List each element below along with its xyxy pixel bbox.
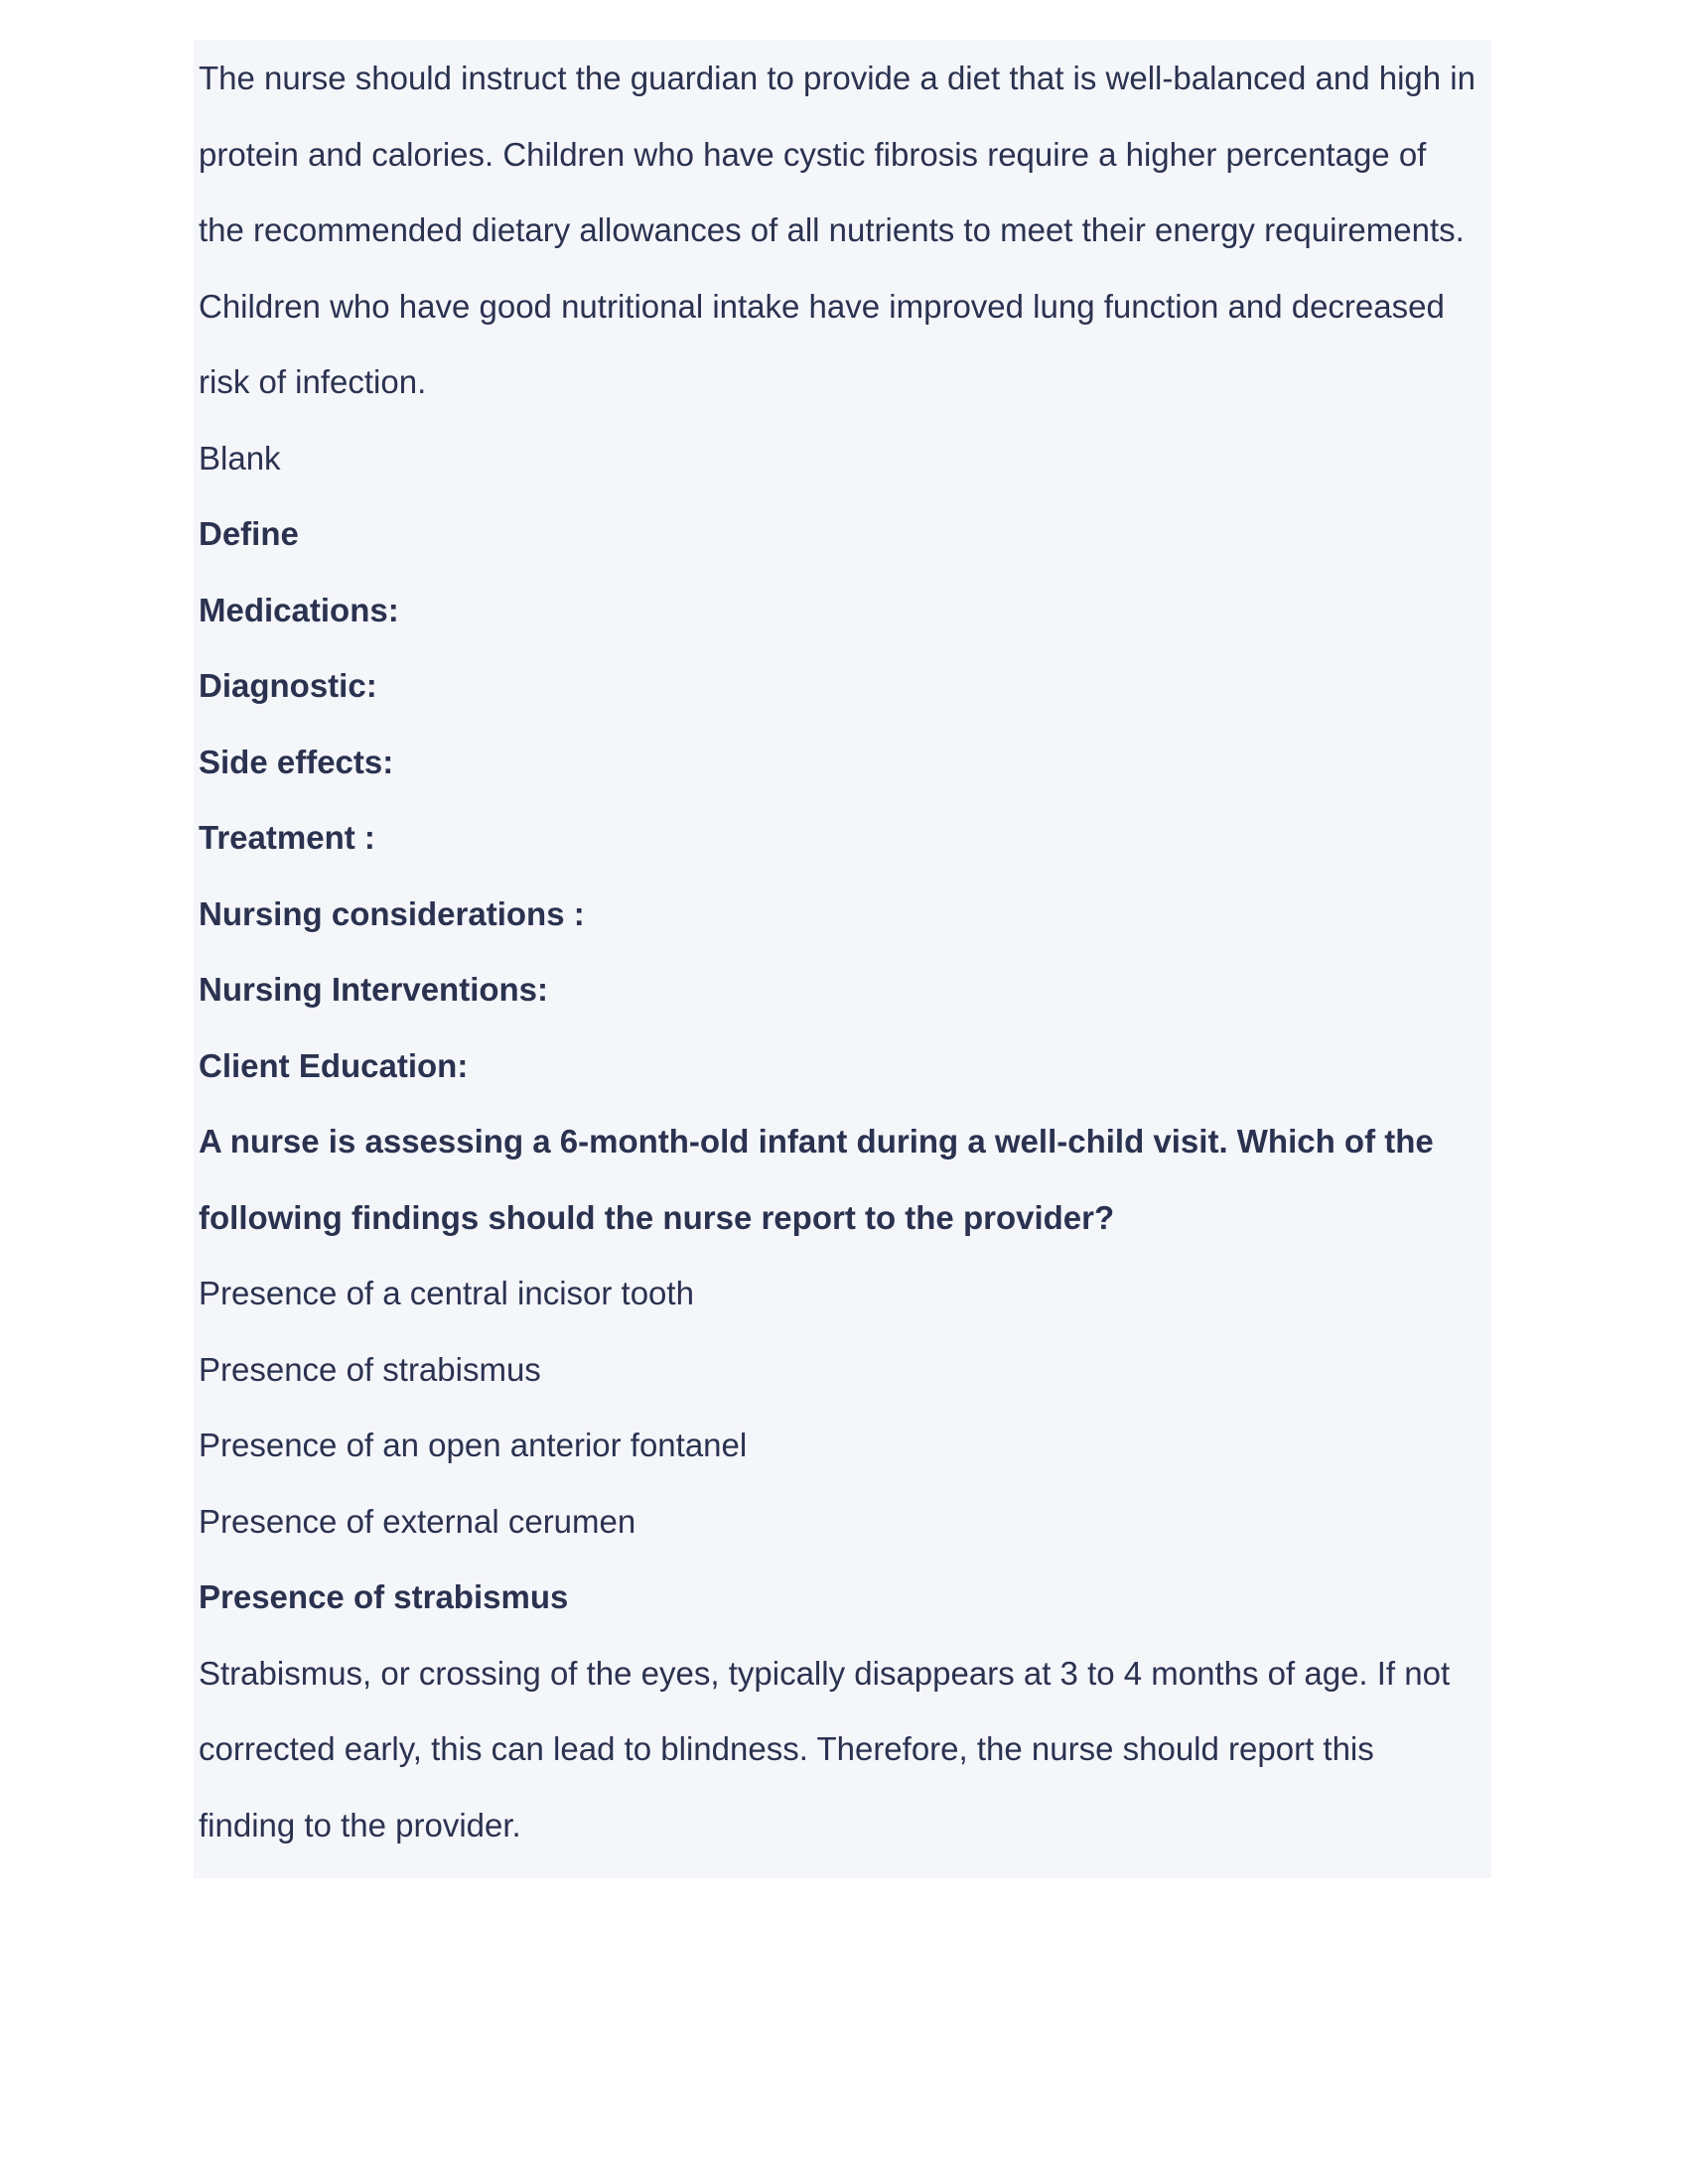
heading-side-effects: Side effects: — [199, 743, 394, 780]
heading-nursing-interventions: Nursing Interventions: — [199, 971, 549, 1008]
answer-rationale-line: finding to the provider. — [199, 1806, 521, 1843]
heading-medications: Medications: — [199, 591, 399, 628]
answer-option: Presence of a central incisor tooth — [199, 1275, 694, 1311]
question-line: following findings should the nurse report to the provider? — [199, 1198, 1115, 1236]
question-line: A nurse is assessing a 6-month-old infant during a well-child visit. Which of the — [199, 1123, 1434, 1160]
answer-rationale-line: corrected early, this can lead to blindness. Therefore, the nurse should report this — [199, 1730, 1374, 1767]
rationale-line: protein and calories. Children who have cystic fibrosis require a higher percentage of — [199, 135, 1427, 173]
rationale-line: The nurse should instruct the guardian to provide a diet that is well-balanced and high in — [199, 60, 1476, 96]
document-body — [199, 41, 1489, 1863]
rationale-line: the recommended dietary allowances of all nutrients to meet their energy requirements. — [199, 211, 1465, 248]
answer-rationale-line: Strabismus, or crossing of the eyes, typically disappears at 3 to 4 months of age. If not — [199, 1654, 1451, 1692]
correct-answer: Presence of strabismus — [199, 1578, 569, 1615]
rationale-line: risk of infection. — [199, 363, 427, 400]
heading-client-education: Client Education: — [199, 1046, 469, 1084]
heading-diagnostic: Diagnostic: — [199, 667, 377, 704]
heading-treatment: Treatment : — [199, 819, 375, 856]
answer-option: Presence of strabismus — [199, 1350, 541, 1388]
heading-define: Define — [199, 515, 299, 552]
answer-option: Presence of an open anterior fontanel — [199, 1427, 748, 1463]
rationale-line: Children who have good nutritional intake have improved lung function and decreased — [199, 287, 1445, 325]
answer-option: Presence of external cerumen — [199, 1502, 636, 1540]
blank-label: Blank — [199, 439, 281, 477]
heading-nursing-considerations: Nursing considerations : — [199, 894, 585, 932]
